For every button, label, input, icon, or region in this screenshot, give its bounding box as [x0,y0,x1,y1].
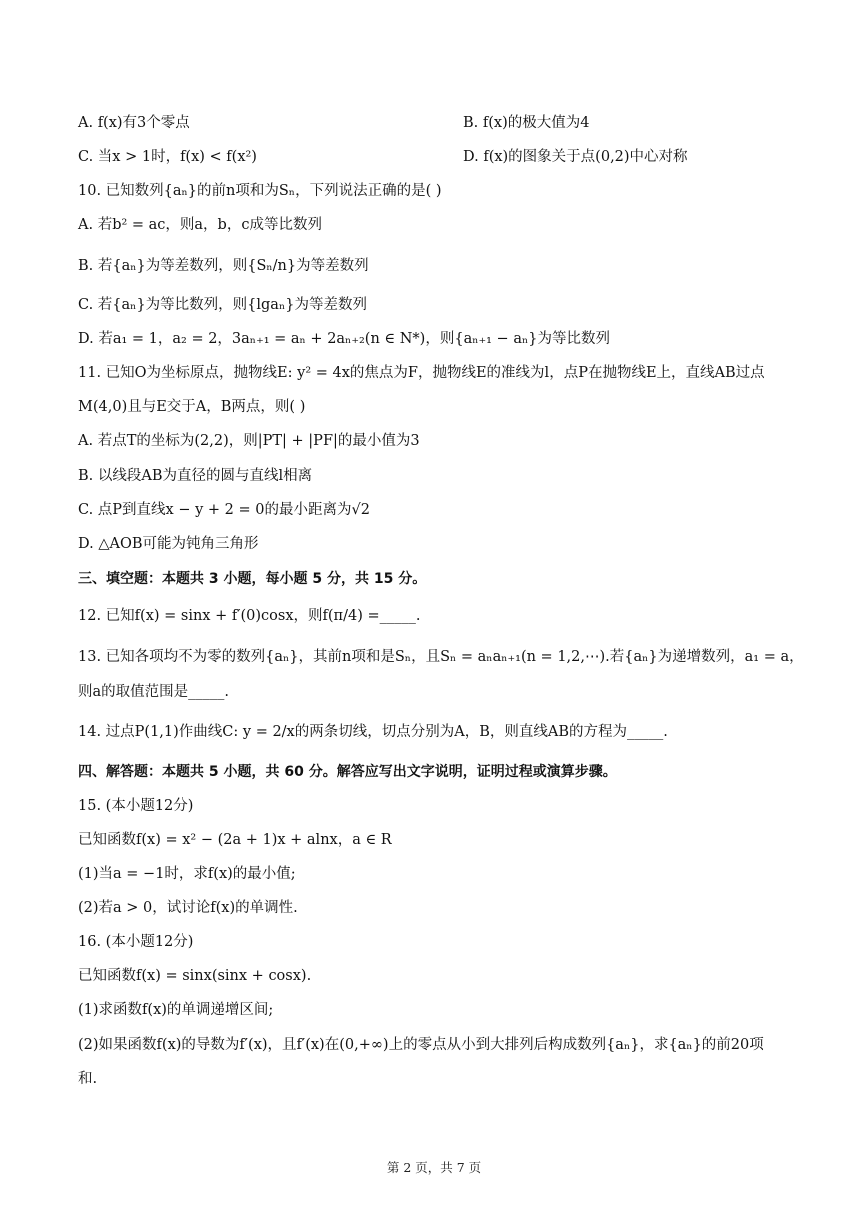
q10-option-c: C. 若{aₙ}为等比数列，则{lgaₙ}为等差数列 [78,297,367,313]
q9-option-c: C. 当x > 1时，f(x) < f(x²) [78,149,257,165]
section-4-heading: 四、解答题：本题共 5 小题，共 60 分。解答应写出文字说明，证明过程或演算步骤。 [78,764,617,780]
q11-option-d: D. △AOB可能为钝角三角形 [78,536,259,552]
q9-options-row1 [78,113,808,133]
q10-option-a: A. 若b² = ac，则a，b，c成等比数列 [78,217,322,233]
q10-stem: 10. 已知数列{aₙ}的前n项和为Sₙ，下列说法正确的是( ) [78,183,442,199]
q11-stem-line1: 11. 已知O为坐标原点，抛物线E: y² = 4x的焦点为F，抛物线E的准线为l，点P在抛物线E上，直线AB过点 [78,365,765,381]
q9-options-row2 [78,147,808,167]
q15-part1: (1)当a = −1时，求f(x)的最小值; [78,866,296,882]
q15-stem: 已知函数f(x) = x² − (2a + 1)x + alnx，a ∈ R [78,832,392,848]
q16-stem: 已知函数f(x) = sinx(sinx + cosx). [78,968,312,984]
q11-option-b: B. 以线段AB为直径的圆与直线l相离 [78,468,313,484]
q14: 14. 过点P(1,1)作曲线C: y = 2/x的两条切线，切点分别为A，B，则直线AB的方程为_____. [78,724,668,740]
q11-stem-line2: M(4,0)且与E交于A，B两点，则( ) [78,399,306,415]
q13-line1: 13. 已知各项均不为零的数列{aₙ}，其前n项和是Sₙ，且Sₙ = aₙaₙ₊₁(n = 1,2,⋯).若{aₙ}为递增数列，a₁ = a， [78,649,804,665]
q16-part1: (1)求函数f(x)的单调递增区间; [78,1002,274,1018]
q10-option-d: D. 若a₁ = 1，a₂ = 2，3aₙ₊₁ = aₙ + 2aₙ₊₂(n ∈ N*)，则{aₙ₊₁ − aₙ}为等比数列 [78,331,610,347]
q9-option-d: D. f(x)的图象关于点(0,2)中心对称 [463,149,688,165]
q12: 12. 已知f(x) = sinx + f′(0)cosx，则f(π/4) =_____. [78,608,421,624]
q9-option-a: A. f(x)有3个零点 [78,115,190,131]
q16-part2-line1: (2)如果函数f(x)的导数为f′(x)，且f′(x)在(0,+∞)上的零点从小到大排列后构成数列{aₙ}，求{aₙ}的前20项 [78,1037,764,1053]
section-3-heading: 三、填空题：本题共 3 小题，每小题 5 分，共 15 分。 [78,571,427,587]
q16-part2-line2: 和. [78,1071,98,1087]
page-footer: 第 2 页，共 7 页 [386,1160,482,1175]
q11-option-a: A. 若点T的坐标为(2,2)，则|PT| + |PF|的最小值为3 [78,433,420,449]
q15-heading: 15. (本小题12分) [78,798,194,814]
q16-heading: 16. (本小题12分) [78,934,194,950]
q15-part2: (2)若a > 0，试讨论f(x)的单调性. [78,900,298,916]
q11-option-c: C. 点P到直线x − y + 2 = 0的最小距离为√2 [78,502,370,518]
q10-option-b: B. 若{aₙ}为等差数列，则{Sₙ/n}为等差数列 [78,258,369,274]
q9-option-b: B. f(x)的极大值为4 [463,115,590,131]
q13-line2: 则a的取值范围是_____. [78,684,230,700]
